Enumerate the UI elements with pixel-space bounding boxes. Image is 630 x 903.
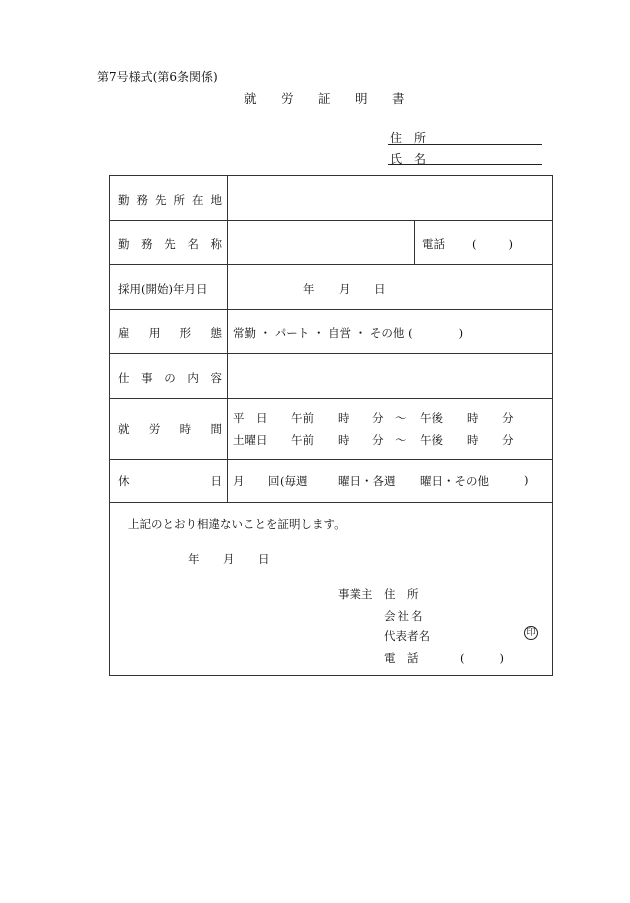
cert-month: 月 bbox=[223, 552, 235, 566]
saturday-hour-end: 時 bbox=[467, 433, 479, 447]
saturday-label: 土曜日 bbox=[233, 433, 268, 447]
workplace-address-label: 勤 務 先 所 在 地 bbox=[118, 193, 222, 207]
certificate-form-table bbox=[109, 175, 553, 676]
holidays-label: 休 日 bbox=[118, 474, 222, 488]
weekday-tilde: 〜 bbox=[395, 411, 407, 425]
phone-column-divider bbox=[414, 220, 415, 264]
form-number: 第7号様式(第6条関係) bbox=[97, 70, 218, 84]
saturday-tilde: 〜 bbox=[395, 433, 407, 447]
row-divider bbox=[110, 309, 552, 310]
weekday-label: 平 日 bbox=[233, 411, 268, 425]
hire-date-label: 採用(開始)年月日 bbox=[118, 282, 208, 296]
workplace-phone-parens: ( ) bbox=[472, 237, 516, 251]
representative-label: 代表者名 bbox=[384, 629, 430, 643]
document-title: 就 労 証 明 書 bbox=[244, 91, 411, 106]
row-divider bbox=[110, 264, 552, 265]
seal-mark: 印 bbox=[524, 626, 538, 640]
saturday-pm: 午後 bbox=[420, 433, 443, 447]
saturday-min-end: 分 bbox=[502, 433, 514, 447]
employer-phone-parens: ( ) bbox=[460, 651, 508, 665]
holidays-weekly: (毎週 bbox=[280, 474, 308, 488]
weekday-hour-start: 時 bbox=[338, 411, 350, 425]
saturday-am: 午前 bbox=[291, 433, 314, 447]
employment-type-label: 雇 用 形 態 bbox=[118, 326, 222, 340]
certification-statement: 上記のとおり相違ないことを証明します。 bbox=[128, 517, 346, 531]
applicant-name-line bbox=[388, 164, 542, 165]
employment-type-options: 常勤 ・ パート ・ 自営 ・ その他 ( ) bbox=[233, 326, 464, 340]
weekday-min-start: 分 bbox=[372, 411, 384, 425]
employer-address-label: 住 所 bbox=[384, 587, 419, 601]
holidays-weekday1: 曜日・各週 bbox=[338, 474, 396, 488]
row-divider bbox=[110, 220, 552, 221]
applicant-name-label: 氏 名 bbox=[390, 152, 427, 166]
cert-day: 日 bbox=[258, 552, 270, 566]
holidays-close: ) bbox=[524, 473, 529, 487]
saturday-min-start: 分 bbox=[372, 433, 384, 447]
workplace-phone-label: 電話 bbox=[422, 237, 445, 251]
employer-label: 事業主 bbox=[338, 587, 373, 601]
applicant-address-line bbox=[388, 144, 542, 145]
row-divider bbox=[110, 502, 552, 503]
row-divider bbox=[110, 398, 552, 399]
work-hours-label: 就 労 時 間 bbox=[118, 422, 222, 436]
label-column-divider bbox=[227, 176, 228, 502]
job-content-label: 仕 事 の 内 容 bbox=[118, 371, 222, 385]
holidays-weekday2: 曜日・その他 bbox=[420, 474, 489, 488]
hire-date-year: 年 bbox=[303, 282, 315, 296]
employer-phone-label: 電 話 bbox=[384, 651, 419, 665]
cert-year: 年 bbox=[188, 552, 200, 566]
hire-date-month: 月 bbox=[339, 282, 351, 296]
applicant-address-label: 住 所 bbox=[390, 131, 427, 145]
weekday-pm: 午後 bbox=[420, 411, 443, 425]
row-divider bbox=[110, 459, 552, 460]
weekday-min-end: 分 bbox=[502, 411, 514, 425]
workplace-name-label: 勤 務 先 名 称 bbox=[118, 237, 222, 251]
hire-date-day: 日 bbox=[374, 282, 386, 296]
holidays-times: 回 bbox=[268, 474, 280, 488]
weekday-am: 午前 bbox=[291, 411, 314, 425]
holidays-month: 月 bbox=[233, 474, 245, 488]
weekday-hour-end: 時 bbox=[467, 411, 479, 425]
saturday-hour-start: 時 bbox=[338, 433, 350, 447]
company-name-label: 会社名 bbox=[384, 609, 425, 623]
row-divider bbox=[110, 353, 552, 354]
